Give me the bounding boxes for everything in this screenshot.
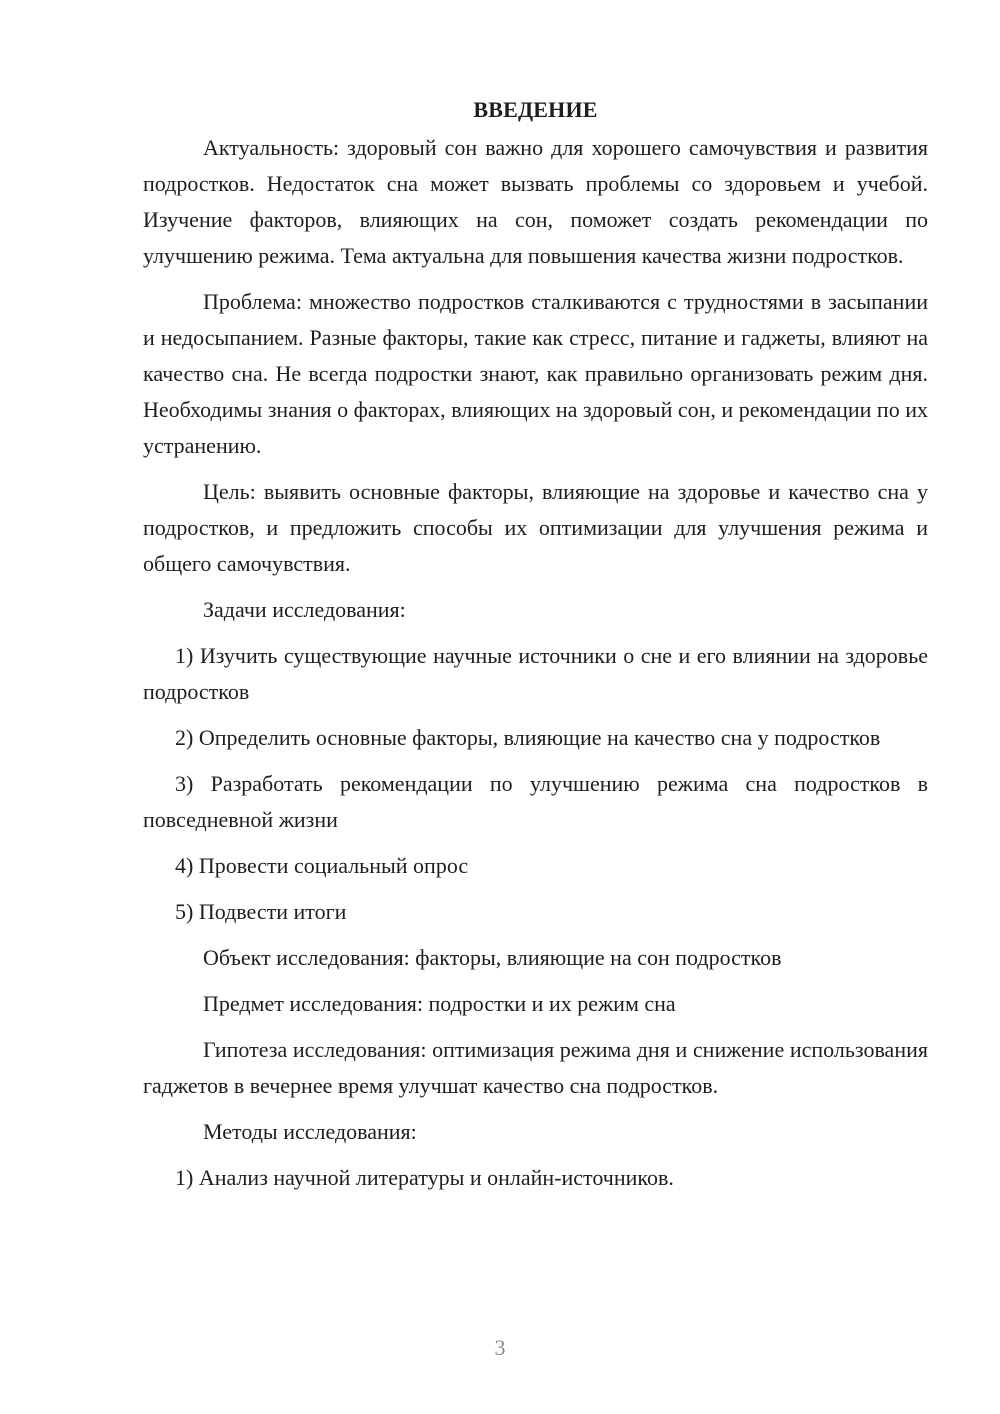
task-item-2: 2) Определить основные факторы, влияющие на качество сна у подростков xyxy=(175,725,881,750)
method-item-1: 1) Анализ научной литературы и онлайн-источников. xyxy=(175,1165,674,1190)
task-item-3: 3) Разработать рекомендации по улучшению режима сна подростков в повседневной жизни xyxy=(143,771,928,832)
page-number: 3 xyxy=(494,1335,506,1360)
methods-list xyxy=(143,1160,928,1196)
subject-paragraph: Предмет исследования: подростки и их режим сна xyxy=(203,991,676,1016)
task-item-5: 5) Подвести итоги xyxy=(175,899,347,924)
task-item-4: 4) Провести социальный опрос xyxy=(175,853,469,878)
section-title: ВВЕДЕНИЕ xyxy=(473,97,598,122)
tasks-list xyxy=(143,638,928,930)
problem-paragraph: Проблема: множество подростков сталкиваются с трудностями в засыпании и недосыпанием. Разные факторы, такие как стресс, питание и гаджеты, влияют на качество сна. Не всегда подростки знают, как правильно организовать режим дня. Необходимы знания о факторах, влияющих на здоровый сон, и рекомендации по их устранению. xyxy=(143,289,928,458)
task-item-1: 1) Изучить существующие научные источники о сне и его влиянии на здоровье подростков xyxy=(143,643,928,704)
hypothesis-paragraph: Гипотеза исследования: оптимизация режима дня и снижение использования гаджетов в вечернее время улучшат качество сна подростков. xyxy=(143,1037,928,1098)
page-content xyxy=(143,92,928,1206)
relevance-paragraph: Актуальность: здоровый сон важно для хорошего самочувствия и развития подростков. Недостаток сна может вызвать проблемы со здоровьем и учебой. Изучение факторов, влияющих на сон, поможет создать рекомендации по улучшению режима. Тема актуальна для повышения качества жизни подростков. xyxy=(143,135,928,268)
tasks-heading: Задачи исследования: xyxy=(203,597,406,622)
methods-heading: Методы исследования: xyxy=(203,1119,417,1144)
object-paragraph: Объект исследования: факторы, влияющие на сон подростков xyxy=(203,945,782,970)
goal-paragraph: Цель: выявить основные факторы, влияющие на здоровье и качество сна у подростков, и предложить способы их оптимизации для улучшения режима и общего самочувствия. xyxy=(143,479,928,576)
